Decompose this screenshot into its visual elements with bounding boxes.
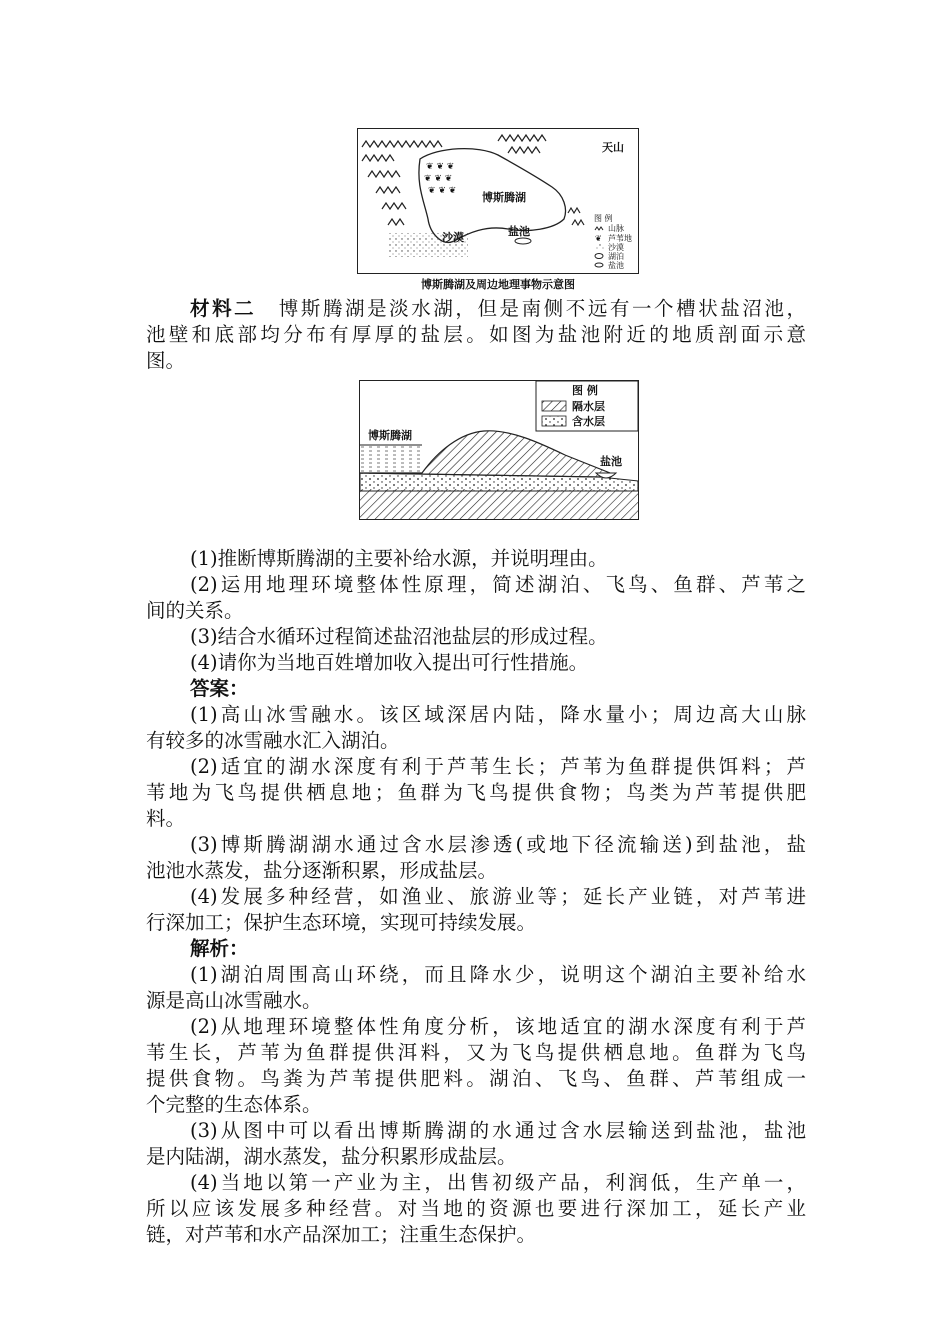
question-3: (3)结合水循环过程简述盐沼池盐层的形成过程。 <box>190 625 608 648</box>
legend-desert-icon <box>595 244 604 249</box>
map-svg <box>358 129 638 273</box>
cross-section-svg <box>360 381 638 519</box>
analysis-3-line1: (3)从图中可以看出博斯腾湖的水通过含水层输送到盐池，盐池 <box>190 1119 806 1142</box>
answer-1-line1: (1)高山冰雪融水。该区域深居内陆，降水量小；周边高大山脉 <box>190 703 806 726</box>
analysis-4-line3: 链，对芦苇和水产品深加工；注重生态保护。 <box>146 1223 537 1246</box>
answer-2-line1: (2)适宜的湖水深度有利于芦苇生长；芦苇为鱼群提供饵料；芦 <box>190 755 806 778</box>
figure1-caption: 博斯腾湖及周边地理事物示意图 <box>421 278 575 291</box>
question-4: (4)请你为当地百姓增加收入提出可行性措施。 <box>190 651 589 674</box>
answer-heading: 答案： <box>190 677 249 700</box>
map-legend <box>594 213 632 270</box>
label-desert: 沙漠 <box>442 231 464 244</box>
label-salt-pond: 盐池 <box>508 225 530 238</box>
analysis-4-line1: (4)当地以第一产业为主，出售初级产品，利润低，生产单一， <box>190 1171 806 1194</box>
material2-line1 <box>190 296 806 322</box>
legend-item: 湖泊 <box>608 252 624 261</box>
analysis-1-line1: (1)湖泊周围高山环绕，而且降水少，说明这个湖泊主要补给水 <box>190 963 806 986</box>
question-2-line2: 间的关系。 <box>146 599 244 622</box>
material2-heading: 材料二 <box>190 297 257 320</box>
label-lake: 博斯腾湖 <box>368 429 412 442</box>
legend-aquiclude-swatch <box>542 401 566 411</box>
legend-salt-icon <box>595 263 603 267</box>
analysis-2-line1: (2)从地理环境整体性角度分析，该地适宜的湖水深度有利于芦 <box>190 1015 806 1038</box>
answer-1-line2: 有较多的冰雪融水汇入湖泊。 <box>146 729 400 752</box>
answer-4-line2: 行深加工；保护生态环境，实现可持续发展。 <box>146 911 537 934</box>
analysis-2-line2: 苇生长，芦苇为鱼群提供洱料，又为飞鸟提供栖息地。鱼群为飞鸟 <box>146 1041 806 1064</box>
legend-item: 盐池 <box>608 261 624 270</box>
legend-title: 图 例 <box>572 384 598 397</box>
analysis-1-line2: 源是高山冰雪融水。 <box>146 989 322 1012</box>
legend-item: 沙漠 <box>608 243 624 252</box>
legend-item: 含水层 <box>572 415 605 428</box>
lower-aquiclude-layer <box>360 489 638 519</box>
reed-icons <box>424 162 456 196</box>
map-figure <box>357 128 639 274</box>
legend-title: 图 例 <box>594 214 613 223</box>
material2-line2: 池壁和底部均分布有厚厚的盐层。如图为盐池附近的地质剖面示意 <box>146 323 806 346</box>
legend-lake-icon <box>595 254 603 259</box>
question-2-line1: (2)运用地理环境整体性原理，简述湖泊、飞鸟、鱼群、芦苇之 <box>190 573 806 596</box>
legend-aquifer-swatch <box>542 416 566 426</box>
material2-line3: 图。 <box>146 349 186 372</box>
salt-pond-icon <box>515 238 531 244</box>
analysis-3-line2: 是内陆湖，湖水蒸发，盐分积累形成盐层。 <box>146 1145 517 1168</box>
analysis-heading: 解析： <box>190 937 249 960</box>
cross-section-figure <box>359 380 639 520</box>
analysis-2-line3: 提供食物。鸟粪为芦苇提供肥料。湖泊、飞鸟、鱼群、芦苇组成一 <box>146 1067 806 1090</box>
answer-4-line1: (4)发展多种经营，如渔业、旅游业等；延长产业链，对芦苇进 <box>190 885 806 908</box>
svg-text:❦ ❦ ❦: ❦ ❦ ❦ <box>424 174 453 184</box>
legend-item: 隔水层 <box>572 400 605 413</box>
label-salt-pond: 盐池 <box>600 455 622 468</box>
material2-text: 博斯腾湖是淡水湖，但是南侧不远有一个槽状盐沼池， <box>276 297 806 320</box>
lake-water <box>360 445 422 473</box>
svg-text:❦ ❦ ❦: ❦ ❦ ❦ <box>428 186 457 196</box>
svg-text:❦ ❦ ❦: ❦ ❦ ❦ <box>426 162 455 172</box>
label-tianshan: 天山 <box>602 141 624 154</box>
legend-mountain-icon <box>595 227 603 230</box>
answer-2-line2: 苇地为飞鸟提供栖息地；鱼群为飞鸟提供食物；鸟类为芦苇提供肥 <box>146 781 806 804</box>
question-1: (1)推断博斯腾湖的主要补给水源，并说明理由。 <box>190 547 608 570</box>
analysis-2-line4: 个完整的生态体系。 <box>146 1093 322 1116</box>
legend-item: 山脉 <box>608 224 624 233</box>
answer-2-line3: 料。 <box>146 807 186 830</box>
analysis-4-line2: 所以应该发展多种经营。对当地的资源也要进行深加工，延长产业 <box>146 1197 806 1220</box>
answer-3-line1: (3)博斯腾湖湖水通过含水层渗透(或地下径流输送)到盐池，盐 <box>190 833 806 856</box>
cross-section-legend <box>536 381 638 431</box>
answer-3-line2: 池池水蒸发，盐分逐渐积累，形成盐层。 <box>146 859 498 882</box>
legend-reed-icon: ❦ <box>595 234 602 243</box>
legend-item: 芦苇地 <box>608 234 632 243</box>
label-lake: 博斯腾湖 <box>482 191 526 204</box>
